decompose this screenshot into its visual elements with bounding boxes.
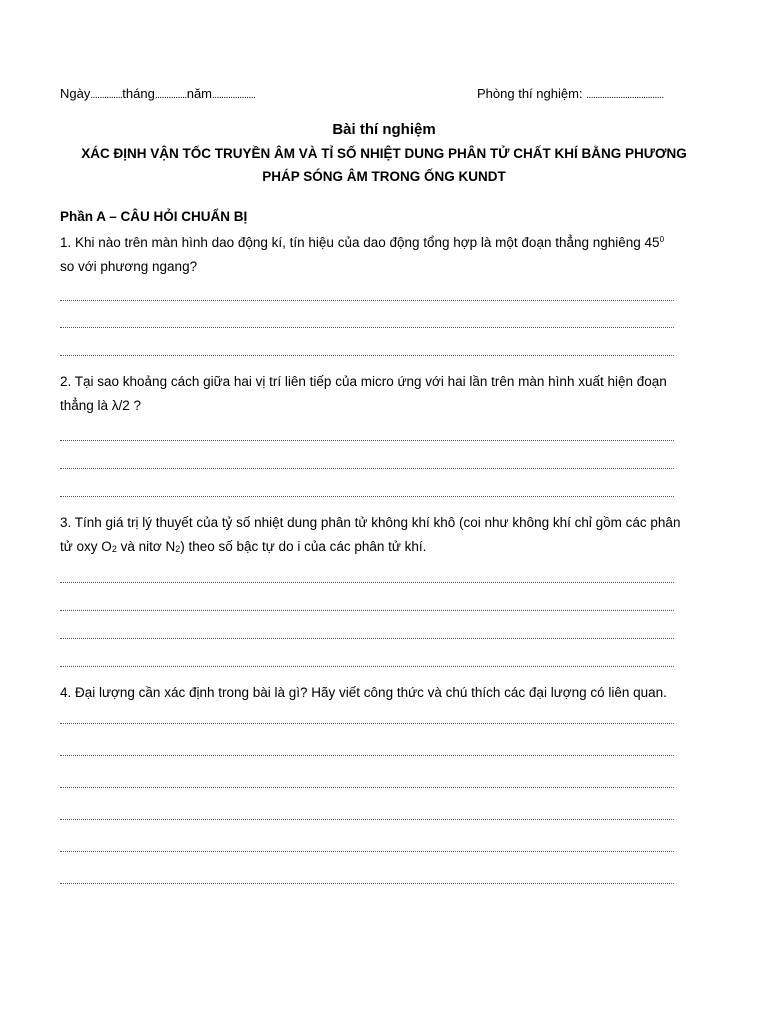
- degree-superscript: 0: [659, 235, 665, 244]
- question-4-line-1: 4. Đại lượng cần xác định trong bài là gì? Hãy viết công thức và chú thích các đại lượng có liên quan.: [60, 685, 667, 700]
- document-subtitle-line-2: PHÁP SÓNG ÂM TRONG ỐNG KUNDT: [262, 169, 506, 184]
- question-3: [60, 511, 680, 561]
- answer-line-q4-2[interactable]: [60, 755, 674, 756]
- nitrogen-subscript: 2: [175, 544, 181, 554]
- section-a-heading: Phần A – CÂU HỎI CHUẨN BỊ: [60, 209, 248, 224]
- answer-line-q3-2[interactable]: [60, 610, 674, 611]
- question-1-line-1: 1. Khi nào trên màn hình dao động kí, tín hiệu của dao động tổng hợp là một đoạn thẳng nghiêng $45^0$: [60, 235, 665, 250]
- lab-row: [477, 86, 664, 101]
- answer-line-q4-1[interactable]: [60, 723, 674, 724]
- question-2-line-2: thẳng là λ/2 ?: [60, 398, 142, 413]
- oxygen-subscript: 2: [111, 544, 117, 554]
- question-1-line-2: so với phương ngang?: [60, 259, 198, 274]
- answer-line-q2-2[interactable]: [60, 468, 674, 469]
- answer-line-q1-3[interactable]: [60, 355, 674, 356]
- question-2-line-1: 2. Tại sao khoảng cách giữa hai vị trí liên tiếp của micro ứng với hai lần trên màn hình xuất hiện đoạn: [60, 374, 667, 389]
- year-label: năm: [186, 86, 213, 101]
- answer-line-q3-4[interactable]: [60, 666, 674, 667]
- month-blank: ..............: [154, 90, 187, 101]
- question-3-line-2: tử oxy $O_2$ và nitơ $N_2$) theo số bậc tự do i của các phân tử khí.: [60, 539, 427, 554]
- answer-line-q4-3[interactable]: [60, 787, 674, 788]
- answer-line-q3-1[interactable]: [60, 582, 674, 583]
- document-subtitle-line-1: XÁC ĐỊNH VẬN TỐC TRUYỀN ÂM VÀ TỈ SỐ NHIỆT DUNG PHÂN TỬ CHẤT KHÍ BẰNG PHƯƠNG: [81, 146, 687, 161]
- answer-line-q4-6[interactable]: [60, 883, 674, 884]
- answer-line-q2-3[interactable]: [60, 496, 674, 497]
- question-1: [60, 228, 664, 279]
- answer-line-q2-1[interactable]: [60, 440, 674, 441]
- lab-label: Phòng thí nghiệm:: [477, 86, 587, 101]
- answer-line-q3-3[interactable]: [60, 638, 674, 639]
- day-label: Ngày: [60, 86, 91, 101]
- question-2: [60, 370, 667, 418]
- question-4: [60, 681, 667, 705]
- document-title: Bài thí nghiệm: [332, 121, 436, 138]
- answer-line-q4-5[interactable]: [60, 851, 674, 852]
- answer-line-q1-1[interactable]: [60, 300, 674, 301]
- year-blank: ...................: [212, 90, 256, 101]
- answer-line-q1-2[interactable]: [60, 327, 674, 328]
- answer-line-q4-4[interactable]: [60, 819, 674, 820]
- date-row: [60, 86, 255, 101]
- question-3-line-1: 3. Tính giá trị lý thuyết của tỷ số nhiệt dung phân tử không khí khô (coi như không khí chỉ gồm các phân: [60, 515, 681, 530]
- lab-blank: ..................................: [586, 90, 664, 101]
- day-blank: ..............: [90, 90, 123, 101]
- month-label: tháng: [122, 86, 155, 101]
